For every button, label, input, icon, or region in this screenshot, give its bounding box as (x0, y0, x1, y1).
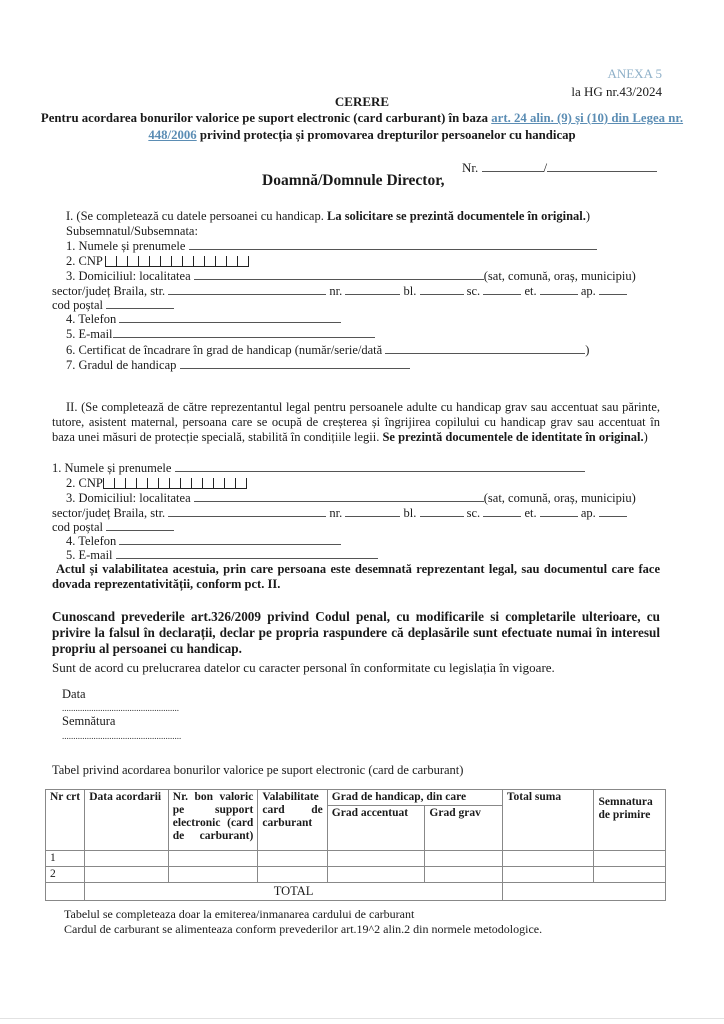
s2-nr-field[interactable] (345, 515, 400, 517)
data-consent: Sunt de acord cu prelucrarea datelor cu caracter personal în conformitate cu legislația în vigoare. (52, 660, 555, 675)
s2-name-label: 1. Numele și prenumele (52, 461, 172, 475)
s2-telefon-field[interactable] (119, 543, 341, 545)
s1-domiciliu-label: 3. Domiciliul: localitatea (66, 269, 191, 283)
header-valabilitate: Valabilitate card de carburant (258, 790, 327, 851)
subtitle-text-1: Pentru acordarea bonurilor valorice pe suport electronic (card carburant) în baza (40, 111, 492, 125)
s1-address-row (52, 284, 627, 299)
s2-street-field[interactable] (168, 515, 326, 517)
s1-telefon-row (66, 312, 341, 327)
cell-grad-accentuat[interactable] (327, 851, 425, 867)
s1-email-field[interactable] (113, 336, 375, 338)
s1-grad-field[interactable] (180, 367, 410, 369)
section2-intro-end: ) (643, 430, 648, 444)
document-subtitle (40, 110, 684, 144)
section2-intro (52, 400, 660, 445)
salutation: Doamnă/Domnule Director, (262, 172, 445, 189)
s1-nr-field[interactable] (345, 293, 400, 295)
s2-telefon-row (66, 534, 341, 549)
nr-field[interactable] (482, 170, 544, 172)
date-label: Data (62, 687, 86, 701)
s2-email-label: 5. E-mail (66, 548, 113, 562)
s1-localitate-field[interactable] (194, 278, 484, 280)
s2-domiciliu-hint: (sat, comună, oraș, municipiu) (483, 491, 636, 505)
s1-name-label: 1. Numele și prenumele (66, 239, 186, 253)
section2-intro-text: II. (Se completează de către reprezentantul legal pentru persoanele adulte cu handicap grav sau accentuat sau părinte, tutore, asistent maternal, persoana care se ocupă de creșterea și îngrijirea copilului cu handicap grav sau accentuat în baza unei măsuri de protecție specială, stabilită în condițiile legii. (52, 400, 660, 444)
nr-label: Nr. (462, 160, 479, 175)
total-label: TOTAL (85, 883, 503, 901)
total-value-cell[interactable] (502, 883, 665, 901)
law-reference-link[interactable]: art. 24 alin. (9) și (10) din Legea nr. 448/2006 (148, 111, 684, 142)
s2-name-row (52, 461, 585, 476)
s2-cod-postal-label: cod poștal (52, 520, 104, 534)
header-semnatura: Semnatura de primire (594, 790, 666, 851)
cell-nr-bon[interactable] (168, 867, 258, 883)
s1-grad-row (66, 358, 410, 373)
header-nr-crt: Nr crt (46, 790, 85, 851)
s1-domiciliu-hint: (sat, comună, oraș, municipiu) (483, 269, 636, 283)
signature-field[interactable]: ..................................................... (62, 731, 182, 741)
nr-date-field[interactable] (547, 170, 657, 172)
s2-cnp-row (66, 476, 247, 491)
s1-bl-field[interactable] (420, 293, 464, 295)
s1-bl-label: bl. (403, 284, 417, 298)
s1-certificat-row (66, 343, 589, 358)
s1-domiciliu-row (66, 269, 636, 284)
cell-total-suma[interactable] (502, 867, 594, 883)
s2-bl-label: bl. (403, 506, 417, 520)
row-nr: 2 (46, 867, 85, 883)
section1-intro-end: ) (585, 209, 591, 223)
s1-email-row (66, 327, 375, 342)
registration-number (462, 160, 657, 176)
s1-ap-label: ap. (580, 284, 596, 298)
nr-separator: / (543, 160, 548, 175)
s1-ap-field[interactable] (599, 293, 627, 295)
annex-label: ANEXA 5 (607, 66, 662, 81)
cell-data[interactable] (85, 851, 169, 867)
subtitle-text-2: privind protecția și promovarea drepturilor persoanelor cu handicap (196, 128, 576, 142)
s1-telefon-label: 4. Telefon (66, 312, 117, 326)
s1-certificat-label: 6. Certificat de încadrare în grad de handicap (număr/serie/dată (66, 343, 383, 357)
header-nr-bon: Nr. bon valoric pe support electronic (card de carburant) (168, 790, 258, 851)
s2-et-field[interactable] (540, 515, 578, 517)
s1-cod-postal-row (52, 298, 174, 313)
header-total-suma: Total suma (502, 790, 594, 851)
s1-name-field[interactable] (189, 248, 597, 250)
page-bottom-edge (0, 1018, 724, 1019)
header-grad-accentuat: Grad accentuat (327, 806, 425, 851)
s1-sc-label: sc. (466, 284, 481, 298)
cell-grad-grav[interactable] (425, 851, 503, 867)
date-field[interactable]: .................................................... (62, 703, 179, 713)
s2-nr-label: nr. (329, 506, 343, 520)
section1-intro-bold: La solicitare se prezintă documentele în original. (326, 209, 586, 223)
s2-sector-label: sector/județ Braila, str. (52, 506, 166, 520)
signature-label: Semnătura (62, 714, 116, 728)
section1-intro-text: I. (Se completează cu datele persoanei cu handicap. (66, 209, 327, 223)
table-total-row (46, 883, 666, 901)
cell-grad-grav[interactable] (425, 867, 503, 883)
s2-cod-postal-field[interactable] (106, 529, 174, 531)
hg-reference: la HG nr.43/2024 (571, 84, 662, 99)
s1-email-label: 5. E-mail (66, 327, 113, 341)
s2-telefon-label: 4. Telefon (66, 534, 117, 548)
header-data: Data acordarii (85, 790, 169, 851)
cell-data[interactable] (85, 867, 169, 883)
table-caption: Tabel privind acordarea bonurilor valorice pe suport electronic (card de carburant) (52, 763, 464, 777)
header-grad-grav: Grad grav (425, 806, 503, 851)
s1-cod-postal-label: cod poștal (52, 298, 104, 312)
s2-ap-label: ap. (580, 506, 596, 520)
cell-valabilitate[interactable] (258, 867, 327, 883)
s2-sc-label: sc. (466, 506, 481, 520)
s2-ap-field[interactable] (599, 515, 627, 517)
s1-et-label: et. (524, 284, 537, 298)
header-grad-group: Grad de handicap, din care (327, 790, 502, 806)
section2-intro-bold: Se prezintă documentele de identitate în original. (382, 430, 644, 444)
subsemnatul-label: Subsemnatul/Subsemnata: (66, 224, 198, 238)
s1-certificat-field[interactable] (385, 352, 585, 354)
s1-et-field[interactable] (540, 293, 578, 295)
s1-cod-postal-field[interactable] (106, 307, 174, 309)
s1-street-field[interactable] (168, 293, 326, 295)
cell-valabilitate[interactable] (258, 851, 327, 867)
s1-sector-label: sector/județ Braila, str. (52, 284, 166, 298)
s1-cnp-row (66, 254, 249, 269)
table-header-row (46, 790, 666, 806)
s1-certificat-close: ) (585, 343, 590, 357)
row-nr: 1 (46, 851, 85, 867)
s2-et-label: et. (524, 506, 537, 520)
s1-cnp-field[interactable] (105, 256, 249, 267)
s2-address-row (52, 506, 627, 521)
cell-semnatura[interactable] (594, 851, 666, 867)
s2-email-field[interactable] (116, 557, 378, 559)
s1-cnp-label: 2. CNP (66, 254, 103, 268)
fuel-card-table (45, 789, 666, 901)
s2-name-field[interactable] (175, 470, 585, 472)
total-empty-cell (46, 883, 85, 901)
s1-nr-label: nr. (329, 284, 343, 298)
s2-cnp-label: 2. CNP (66, 476, 103, 490)
s2-cod-postal-row (52, 520, 174, 535)
table-row (46, 851, 666, 867)
s2-domiciliu-label: 3. Domiciliul: localitatea (66, 491, 191, 505)
s1-grad-label: 7. Gradul de handicap (66, 358, 177, 372)
section1-intro (66, 209, 590, 224)
s2-domiciliu-row (66, 491, 636, 506)
s1-sc-field[interactable] (483, 293, 521, 295)
s2-bl-field[interactable] (420, 515, 464, 517)
document-title: CERERE (334, 94, 390, 109)
s2-cnp-field[interactable] (103, 478, 247, 489)
s1-name-row (66, 239, 597, 254)
s2-act-note: Actul și valabilitatea acestuia, prin care persoana este desemnată reprezentant legal, sau documentul care face dovada reprezentativității, conform pct. II. (52, 562, 660, 591)
cell-nr-bon[interactable] (168, 851, 258, 867)
s2-email-row (66, 548, 378, 563)
s2-sc-field[interactable] (483, 515, 521, 517)
cell-grad-accentuat[interactable] (327, 867, 425, 883)
table-row (46, 867, 666, 883)
s2-localitate-field[interactable] (194, 500, 484, 502)
cell-total-suma[interactable] (502, 851, 594, 867)
cell-semnatura[interactable] (594, 867, 666, 883)
s1-telefon-field[interactable] (119, 321, 341, 323)
table-note-1: Tabelul se completeaza doar la emiterea/inmanarea cardului de carburant (64, 907, 415, 921)
penal-declaration: Cunoscand prevederile art.326/2009 privind Codul penal, cu modificarile si completarile ulterioare, cu privire la falsul în declarații, declar pe propria raspundere că deplasările sunt efectuate numai în interesul propriu al persoanei cu handicap. (52, 609, 660, 656)
table-note-2: Cardul de carburant se alimenteaza conform prevederilor art.19^2 alin.2 din normele metodologice. (64, 922, 543, 936)
